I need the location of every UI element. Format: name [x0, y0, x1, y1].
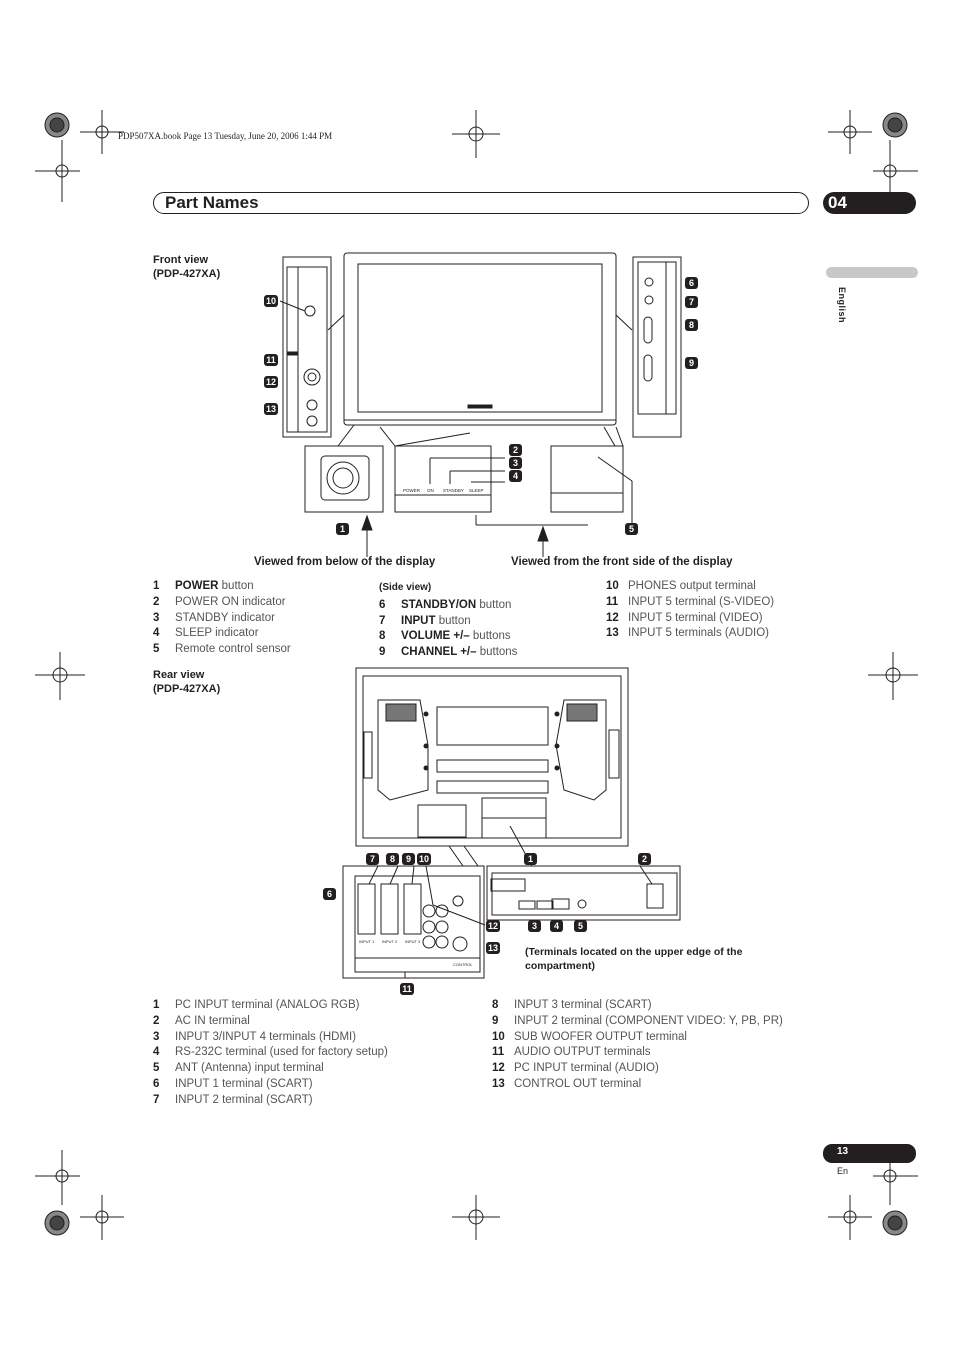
item-number: 3 — [153, 1030, 160, 1043]
callout-2: 2 — [509, 444, 522, 456]
list-item — [153, 1030, 388, 1046]
indicator-label-on: ON — [427, 488, 434, 493]
item-number: 2 — [153, 1014, 160, 1027]
list-item — [379, 614, 517, 630]
item-desc: CONTROL OUT terminal — [514, 1077, 642, 1090]
page-language: En — [837, 1166, 849, 1176]
list-item — [153, 611, 291, 627]
item-number: 9 — [379, 646, 386, 659]
list-item — [492, 1030, 783, 1046]
item-number: 8 — [492, 999, 499, 1011]
language-tab — [826, 267, 918, 278]
rear-terminal-panel-right — [487, 826, 680, 920]
rear-callout-5: 5 — [574, 920, 587, 932]
rear-label-control: CONTROL — [453, 962, 473, 967]
rear-callout-7: 7 — [366, 853, 379, 865]
item-number: 6 — [379, 598, 386, 611]
item-number: 13 — [606, 627, 619, 640]
rear-parts-list-1 — [153, 998, 388, 1109]
rear-view-heading — [153, 668, 220, 696]
item-number: 6 — [153, 1077, 160, 1090]
registration-mark-right-middle — [868, 652, 918, 700]
item-number: 5 — [153, 643, 160, 656]
registration-mark-top-center — [452, 110, 500, 158]
item-desc: button — [218, 580, 254, 592]
item-number: 3 — [153, 611, 160, 624]
item-desc: INPUT 2 terminal (SCART) — [175, 1093, 313, 1106]
list-item — [606, 595, 774, 611]
item-number: 10 — [492, 1030, 505, 1043]
callout-5: 5 — [625, 523, 638, 535]
front-view-heading-model: (PDP-427XA) — [153, 268, 221, 280]
item-desc: SUB WOOFER OUTPUT terminal — [514, 1030, 687, 1043]
rear-callout-3: 3 — [528, 920, 541, 932]
item-desc: POWER ON indicator — [175, 595, 286, 608]
item-desc: button — [476, 598, 512, 611]
registration-mark-left-middle — [35, 652, 85, 700]
list-item — [153, 1077, 388, 1093]
list-item — [492, 1014, 783, 1030]
list-item — [153, 579, 291, 595]
item-desc: buttons — [469, 630, 511, 643]
list-item — [379, 645, 517, 661]
list-item — [153, 1045, 388, 1061]
item-number: 5 — [153, 1062, 160, 1075]
item-desc: SLEEP indicator — [175, 627, 259, 640]
item-number: 7 — [379, 614, 386, 627]
list-item — [492, 1077, 783, 1093]
item-desc: INPUT 3/INPUT 4 terminals (HDMI) — [175, 1030, 357, 1043]
callout-12: 12 — [265, 377, 276, 387]
list-item — [153, 642, 291, 658]
item-desc: ANT (Antenna) input terminal — [175, 1062, 324, 1075]
page-title: Part Names — [165, 193, 259, 212]
list-item — [606, 626, 774, 642]
item-number: 11 — [492, 1046, 505, 1059]
front-view-display — [328, 253, 632, 425]
item-number: 9 — [492, 1014, 499, 1027]
item-number: 12 — [606, 611, 619, 624]
rear-callout-1: 1 — [524, 853, 537, 865]
front-right-side-panel — [633, 257, 681, 437]
upper-edge-note-line2: compartment) — [525, 960, 596, 972]
list-item — [379, 598, 517, 614]
item-number: 1 — [153, 999, 160, 1011]
rear-view-heading-model: (PDP-427XA) — [153, 683, 221, 695]
item-number: 2 — [153, 595, 160, 608]
registration-mark-bottom-center — [452, 1195, 500, 1240]
front-left-side-panel — [280, 257, 331, 437]
item-number: 12 — [492, 1062, 505, 1075]
callout-3: 3 — [509, 457, 522, 469]
rear-label-input3: INPUT 3 — [405, 939, 421, 944]
registration-mark-top-right — [828, 110, 918, 202]
item-number: 7 — [153, 1093, 160, 1106]
item-desc: PHONES output terminal — [628, 580, 756, 592]
item-name: STANDBY/ON — [401, 598, 477, 611]
registration-mark-bottom-left — [35, 1150, 124, 1240]
item-desc: INPUT 5 terminals (AUDIO) — [628, 627, 770, 640]
callout-7: 7 — [685, 296, 698, 308]
list-item — [153, 595, 291, 611]
caption-below-display: Viewed from below of the display — [254, 556, 436, 568]
chapter-number: 04 — [828, 193, 847, 212]
rear-label-input1: INPUT 1 — [359, 939, 375, 944]
list-item — [153, 1014, 388, 1030]
front-arrows[interactable] — [362, 516, 548, 557]
item-desc: AUDIO OUTPUT terminals — [514, 1046, 651, 1059]
item-desc: AC IN terminal — [175, 1014, 250, 1027]
list-item — [606, 611, 774, 627]
callout-13: 13 — [265, 404, 276, 414]
upper-edge-note-line1: (Terminals located on the upper edge of the — [525, 946, 743, 958]
rear-callout-2: 2 — [638, 853, 651, 865]
item-desc: Remote control sensor — [175, 643, 291, 656]
item-desc: INPUT 2 terminal (COMPONENT VIDEO: Y, PB, PR) — [514, 1014, 783, 1027]
list-item — [492, 1045, 783, 1061]
front-parts-list-1 — [153, 579, 291, 658]
item-number: 4 — [153, 1046, 160, 1059]
item-number: 8 — [379, 630, 386, 643]
list-item — [492, 1061, 783, 1077]
file-header: PDP507XA.book Page 13 Tuesday, June 20, 2006 1:44 PM — [118, 131, 333, 141]
registration-mark-top-left — [35, 110, 124, 202]
front-parts-list-3 — [606, 579, 774, 642]
item-number: 1 — [153, 580, 160, 592]
front-view-heading-title: Front view — [153, 254, 209, 266]
callout-8: 8 — [685, 319, 698, 331]
rear-callout-10: 10 — [418, 854, 429, 864]
item-name: POWER — [175, 580, 219, 592]
front-bottom-detail-boxes — [305, 425, 632, 525]
item-name: CHANNEL +/– — [401, 646, 477, 659]
item-desc: INPUT 5 terminal (S-VIDEO) — [628, 595, 775, 608]
item-desc: button — [435, 614, 471, 627]
indicator-label-sleep: SLEEP — [469, 488, 484, 493]
item-desc: buttons — [476, 646, 518, 659]
list-item — [379, 629, 517, 645]
side-view-title: (Side view) — [379, 582, 432, 593]
rear-callout-8: 8 — [386, 853, 399, 865]
callout-6: 6 — [685, 277, 698, 289]
rear-callout-11: 11 — [400, 983, 414, 995]
upper-edge-note — [525, 945, 742, 973]
list-item — [153, 1093, 388, 1109]
rear-view-display — [356, 668, 628, 846]
rear-label-input2: INPUT 2 — [382, 939, 398, 944]
list-item — [153, 1061, 388, 1077]
callout-11: 11 — [264, 354, 278, 366]
registration-mark-bottom-right — [828, 1150, 918, 1240]
rear-view-heading-title: Rear view — [153, 669, 205, 681]
callout-4: 4 — [509, 470, 522, 482]
rear-callout-6: 6 — [323, 888, 336, 900]
item-desc: PC INPUT terminal (AUDIO) — [514, 1062, 659, 1075]
list-item — [153, 998, 388, 1014]
front-view-heading — [153, 253, 220, 281]
item-name: VOLUME +/– — [401, 630, 470, 643]
rear-parts-list-2 — [492, 998, 783, 1093]
item-desc: PC INPUT terminal (ANALOG RGB) — [175, 999, 360, 1011]
item-desc: RS-232C terminal (used for factory setup) — [175, 1046, 388, 1059]
caption-front-display: Viewed from the front side of the display — [511, 556, 733, 568]
callout-10: 10 — [265, 296, 276, 306]
list-item — [153, 626, 291, 642]
rear-terminal-panel-left — [343, 846, 485, 978]
page-number: 13 — [837, 1146, 849, 1157]
item-name: INPUT — [401, 614, 436, 627]
item-desc: STANDBY indicator — [175, 611, 275, 624]
item-desc: INPUT 5 terminal (VIDEO) — [628, 611, 763, 624]
indicator-label-power: POWER — [403, 488, 421, 493]
item-desc: INPUT 3 terminal (SCART) — [514, 999, 652, 1011]
indicator-label-standby: STANDBY — [443, 488, 464, 493]
rear-callout-12: 12 — [487, 921, 498, 931]
rear-callout-9: 9 — [402, 853, 415, 865]
list-item — [492, 998, 783, 1014]
rear-callout-4: 4 — [550, 920, 563, 932]
rear-callout-13: 13 — [487, 943, 498, 953]
language-label: English — [837, 287, 847, 324]
item-number: 10 — [606, 580, 619, 592]
item-number: 13 — [492, 1077, 505, 1090]
list-item — [606, 579, 774, 595]
item-number: 4 — [153, 627, 160, 640]
item-desc: INPUT 1 terminal (SCART) — [175, 1077, 313, 1090]
front-parts-list-2 — [379, 580, 517, 661]
callout-9: 9 — [685, 357, 698, 369]
item-number: 11 — [606, 595, 619, 608]
callout-1: 1 — [336, 523, 349, 535]
